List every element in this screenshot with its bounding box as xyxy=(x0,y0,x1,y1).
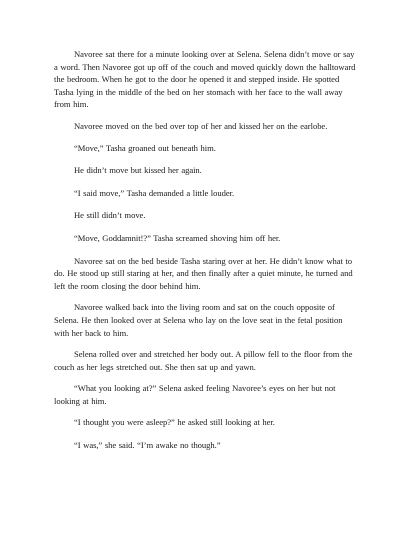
paragraph: He didn’t move but kissed her again. xyxy=(74,165,202,176)
paragraph: “I said move,” Tasha demanded a little louder. xyxy=(74,187,235,198)
paragraph: Navoree moved on the bed over top of her and kissed her on the earlobe. xyxy=(74,120,328,131)
paragraph: “Move, Goddamnit!?” Tasha screamed shoving him off her. xyxy=(74,232,281,243)
paragraph: “I was,” she said. “I’m awake no though.” xyxy=(74,440,221,451)
paragraph: He still didn’t move. xyxy=(74,210,146,221)
paragraph: “Move,” Tasha groaned out beneath him. xyxy=(74,142,216,153)
paragraph: “What you looking at?” Selena asked feeling Navoree’s eyes on her but not looking at him. xyxy=(54,383,336,406)
paragraph: Navoree walked back into the living room and sat on the couch opposite of Selena. He then looked over at Selena who lay on the love seat in the fetal position with her back to him. xyxy=(54,302,343,338)
paragraph: Navoree sat there for a minute looking over at Selena. Selena didn’t move or say a word. Then Navoree got up off of the couch and moved quickly down the halltoward the bedroom. When he got to the door he opened it and stepped inside. He spotted Tasha lying in the middle of the bed on her stomach with her face to the wall away from him. xyxy=(54,49,356,110)
paragraph: “I thought you were asleep?” he asked still looking at her. xyxy=(74,417,275,428)
paragraph: Selena rolled over and stretched her body out. A pillow fell to the floor from the couch as her legs stretched out. She then sat up and yawn. xyxy=(54,349,353,372)
paragraph: Navoree sat on the bed beside Tasha staring over at her. He didn’t know what to do. He stood up still staring at her, and then finally after a quiet minute, he turned and left the room closing the door behind him. xyxy=(54,255,353,291)
